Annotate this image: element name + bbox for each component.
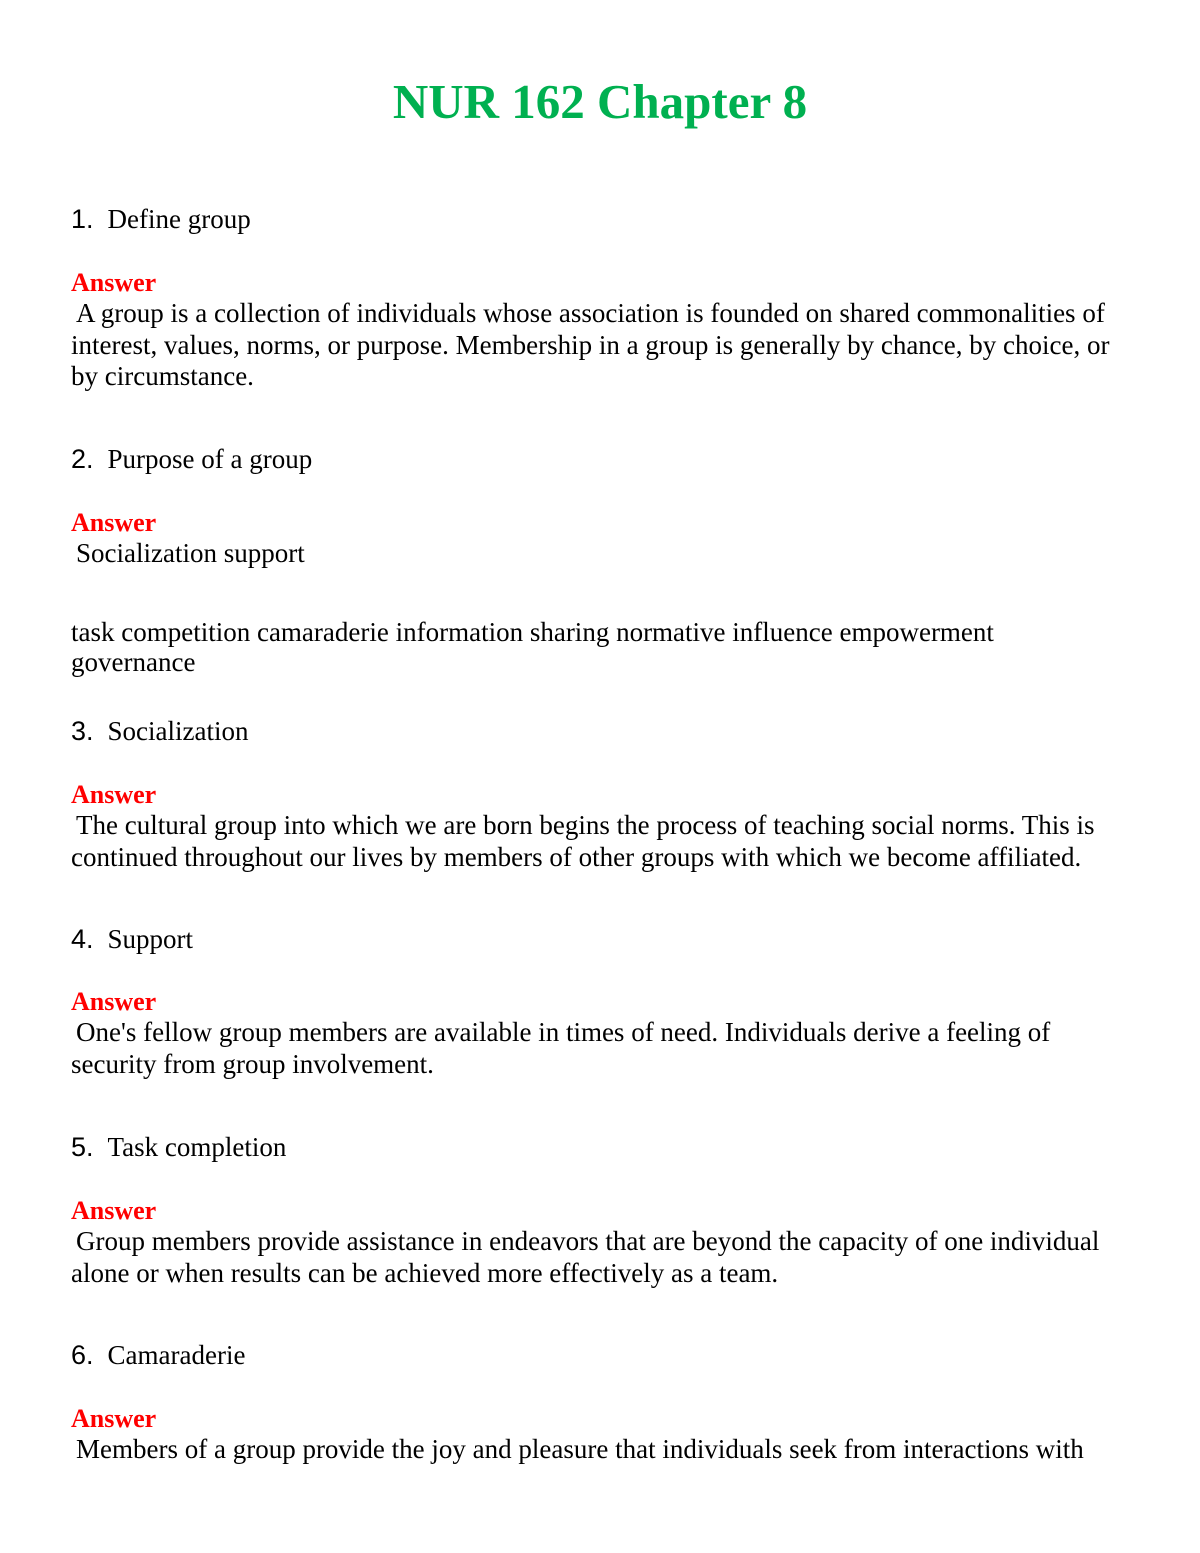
question-2 (71, 443, 312, 475)
answer-label: Answer (71, 268, 157, 297)
question-5 (71, 1131, 286, 1163)
answer-label: Answer (71, 508, 157, 537)
question-text: Camaraderie (107, 1340, 246, 1370)
answer-text: The cultural group into which we are born begins the process of teaching social norms. This is continued throughout our lives by members of other groups with which we become affiliated. (71, 810, 1095, 872)
question-text: Support (107, 924, 194, 954)
answer-text: Socialization support (76, 538, 305, 568)
answer-text: Members of a group provide the joy and pleasure that individuals seek from interactions with (76, 1434, 1084, 1464)
question-number: 2. (71, 444, 94, 474)
page-title: NUR 162 Chapter 8 (392, 74, 808, 129)
question-text: Purpose of a group (107, 444, 313, 474)
question-text: Task completion (107, 1132, 287, 1162)
answer-label: Answer (71, 1196, 157, 1225)
answer-text: One's fellow group members are available in times of need. Individuals derive a feeling of security from group involvement. (71, 1017, 1051, 1079)
answer-text: Group members provide assistance in endeavors that are beyond the capacity of one individual alone or when results can be achieved more effectively as a team. (71, 1226, 1100, 1288)
question-number: 6. (71, 1340, 94, 1370)
question-number: 4. (71, 924, 94, 954)
question-4 (71, 923, 193, 955)
question-number: 3. (71, 716, 94, 746)
question-number: 5. (71, 1132, 94, 1162)
question-number: 1. (71, 204, 94, 234)
answer-text: A group is a collection of individuals whose association is founded on shared commonalities of interest, values, norms, or purpose. Membership in a group is generally by chance, by choice, or by circumstance. (71, 298, 1110, 391)
question-text: Socialization (107, 716, 249, 746)
answer-extra-text: task competition camaraderie information sharing normative influence empowerment governance (71, 617, 994, 677)
question-text: Define group (107, 204, 251, 234)
question-6 (71, 1339, 245, 1371)
answer-label: Answer (71, 987, 157, 1016)
answer-label: Answer (71, 780, 157, 809)
question-1 (71, 203, 251, 235)
answer-label: Answer (71, 1404, 157, 1433)
question-3 (71, 715, 249, 747)
